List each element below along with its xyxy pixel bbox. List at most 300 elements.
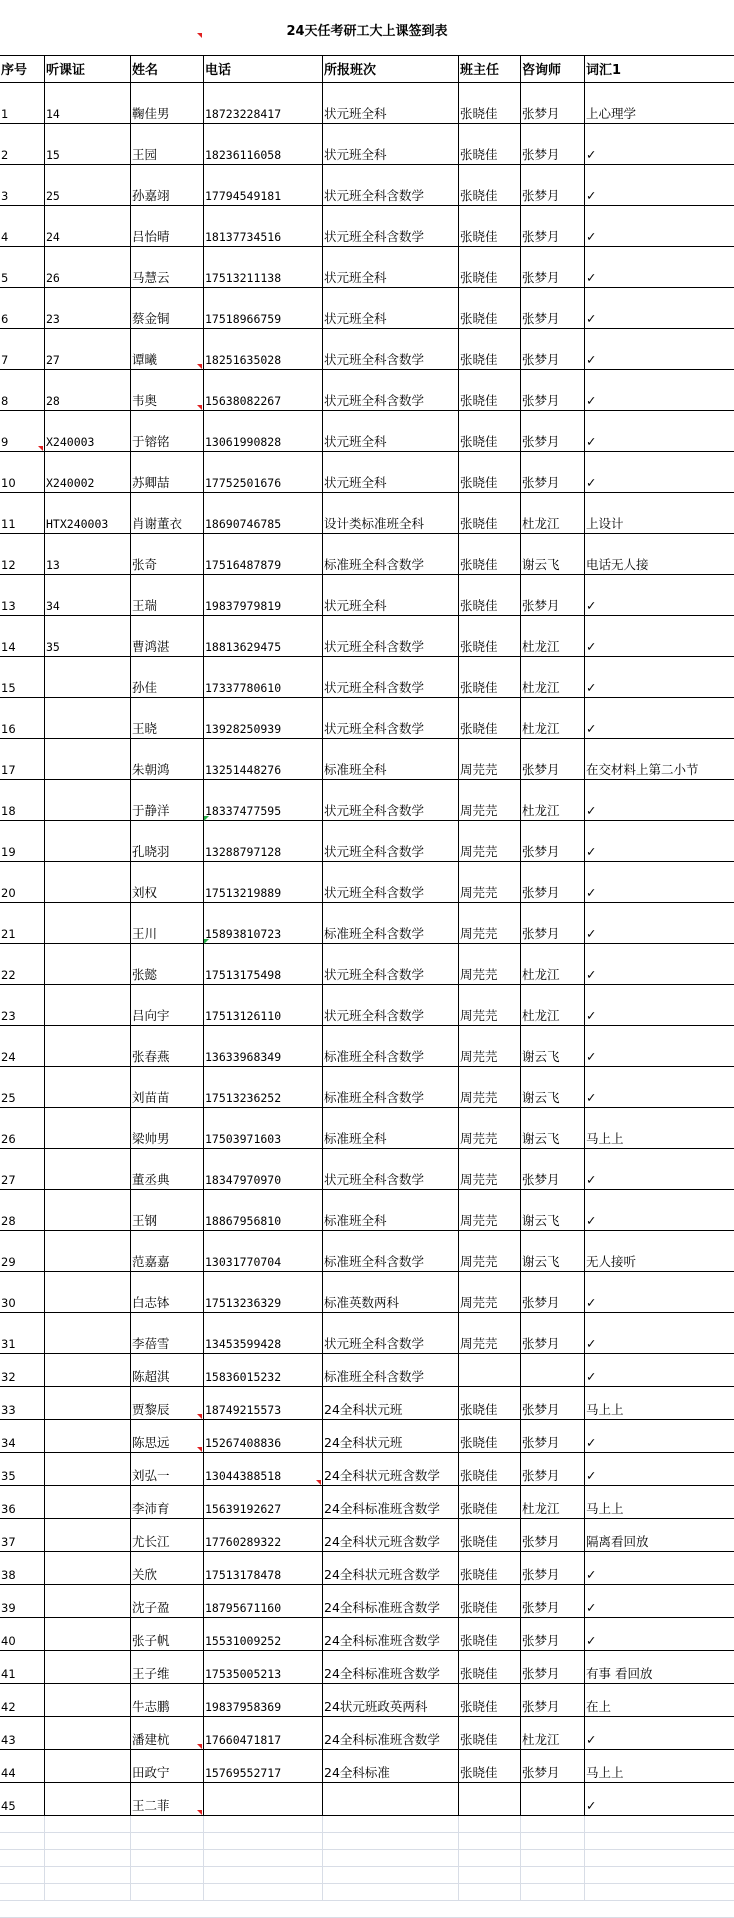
cell-class: 状元班全科含数学 <box>322 985 458 1026</box>
cell-advisor: 张梦月 <box>520 1618 584 1651</box>
cell-teacher: 周芫芫 <box>458 1272 520 1313</box>
cell-phone: 13031770704 <box>203 1231 322 1272</box>
empty-column-line <box>584 1816 585 1900</box>
sheet-title: 24天任考研工大上课签到表 <box>286 24 448 39</box>
cell-seq: 44 <box>0 1750 44 1783</box>
empty-row-line <box>0 1816 734 1918</box>
cell-phone: 13044388518 <box>203 1453 322 1486</box>
cell-name: 鞠佳男 <box>130 83 203 124</box>
cell-phone: 15531009252 <box>203 1618 322 1651</box>
cell-name: 王子维 <box>130 1651 203 1684</box>
cell-name: 李沛育 <box>130 1486 203 1519</box>
cell-vocab: ✓ <box>584 1552 734 1585</box>
cell-card: 26 <box>44 247 130 288</box>
cell-vocab: ✓ <box>584 1354 734 1387</box>
cell-card <box>44 657 130 698</box>
cell-teacher: 周芫芫 <box>458 862 520 903</box>
cell-phone: 17503971603 <box>203 1108 322 1149</box>
cell-teacher: 周芫芫 <box>458 821 520 862</box>
cell-advisor: 张梦月 <box>520 821 584 862</box>
cell-teacher: 张晓佳 <box>458 1420 520 1453</box>
cell-phone: 17337780610 <box>203 657 322 698</box>
cell-name: 田政宁 <box>130 1750 203 1783</box>
cell-teacher: 周芫芫 <box>458 903 520 944</box>
cell-advisor: 谢云飞 <box>520 1067 584 1108</box>
cell-seq: 21 <box>0 903 44 944</box>
cell-phone: 17660471817 <box>203 1717 322 1750</box>
cell-seq: 34 <box>0 1420 44 1453</box>
cell-phone: 15638082267 <box>203 370 322 411</box>
cell-advisor: 谢云飞 <box>520 1231 584 1272</box>
cell-teacher: 周芫芫 <box>458 1313 520 1354</box>
cell-phone: 17513211138 <box>203 247 322 288</box>
cell-card <box>44 1552 130 1585</box>
cell-class: 标准班全科含数学 <box>322 1067 458 1108</box>
cell-advisor: 杜龙江 <box>520 657 584 698</box>
cell-seq: 45 <box>0 1783 44 1816</box>
cell-teacher: 张晓佳 <box>458 411 520 452</box>
cell-advisor: 张梦月 <box>520 1684 584 1717</box>
cell-seq: 15 <box>0 657 44 698</box>
cell-seq: 31 <box>0 1313 44 1354</box>
cell-seq: 35 <box>0 1453 44 1486</box>
cell-phone: 15893810723 <box>203 903 322 944</box>
comment-marker <box>316 1480 321 1485</box>
cell-card <box>44 1519 130 1552</box>
cell-class: 状元班全科含数学 <box>322 944 458 985</box>
cell-seq: 33 <box>0 1387 44 1420</box>
cell-card: X240002 <box>44 452 130 493</box>
cell-class: 24全科标准班含数学 <box>322 1585 458 1618</box>
cell-name: 肖谢董衣 <box>130 493 203 534</box>
column-header-teacher: 班主任 <box>458 55 520 83</box>
cell-class: 标准班全科含数学 <box>322 1231 458 1272</box>
column-header-phone: 电话 <box>203 55 322 83</box>
cell-class: 状元班全科含数学 <box>322 370 458 411</box>
comment-marker <box>197 1447 202 1452</box>
cell-seq: 43 <box>0 1717 44 1750</box>
cell-advisor: 张梦月 <box>520 288 584 329</box>
cell-name: 王园 <box>130 124 203 165</box>
cell-name: 贾黎辰 <box>130 1387 203 1420</box>
cell-name: 张子帆 <box>130 1618 203 1651</box>
cell-teacher: 张晓佳 <box>458 247 520 288</box>
cell-class: 24全科标准班含数学 <box>322 1486 458 1519</box>
column-header-vocab: 词汇1 <box>584 55 734 83</box>
cell-name: 孔晓羽 <box>130 821 203 862</box>
cell-vocab: ✓ <box>584 1067 734 1108</box>
column-header-name: 姓名 <box>130 55 203 83</box>
cell-phone: 13633968349 <box>203 1026 322 1067</box>
cell-phone: 17794549181 <box>203 165 322 206</box>
cell-advisor: 杜龙江 <box>520 985 584 1026</box>
cell-seq: 36 <box>0 1486 44 1519</box>
cell-card: 14 <box>44 83 130 124</box>
cell-vocab: ✓ <box>584 1026 734 1067</box>
cell-teacher: 张晓佳 <box>458 493 520 534</box>
cell-advisor: 张梦月 <box>520 903 584 944</box>
cell-vocab: ✓ <box>584 985 734 1026</box>
cell-name: 白志钵 <box>130 1272 203 1313</box>
cell-advisor: 张梦月 <box>520 1651 584 1684</box>
cell-advisor: 张梦月 <box>520 1149 584 1190</box>
cell-card <box>44 1486 130 1519</box>
cell-card <box>44 1717 130 1750</box>
cell-name: 王钢 <box>130 1190 203 1231</box>
cell-class: 状元班全科含数学 <box>322 862 458 903</box>
cell-name: 牛志鹏 <box>130 1684 203 1717</box>
cell-card <box>44 821 130 862</box>
cell-vocab: ✓ <box>584 288 734 329</box>
cell-class: 状元班全科含数学 <box>322 329 458 370</box>
cell-teacher: 周芫芫 <box>458 1231 520 1272</box>
cell-teacher: 张晓佳 <box>458 288 520 329</box>
cell-card <box>44 1651 130 1684</box>
column-header-seq: 序号 <box>0 55 44 83</box>
cell-name: 张春燕 <box>130 1026 203 1067</box>
cell-phone: 17513236252 <box>203 1067 322 1108</box>
comment-marker <box>197 364 202 369</box>
cell-advisor: 杜龙江 <box>520 698 584 739</box>
cell-seq: 22 <box>0 944 44 985</box>
cell-class: 状元班全科 <box>322 575 458 616</box>
cell-phone: 18337477595 <box>203 780 322 821</box>
cell-name: 张奇 <box>130 534 203 575</box>
cell-phone: 17518966759 <box>203 288 322 329</box>
cell-teacher: 周芫芫 <box>458 1026 520 1067</box>
cell-name: 刘弘一 <box>130 1453 203 1486</box>
cell-teacher: 周芫芫 <box>458 739 520 780</box>
cell-class: 状元班全科含数学 <box>322 657 458 698</box>
column-header-card: 听课证 <box>44 55 130 83</box>
cell-card <box>44 1026 130 1067</box>
cell-class: 24全科状元班 <box>322 1387 458 1420</box>
cell-vocab: 隔离看回放 <box>584 1519 734 1552</box>
cell-vocab: 马上上 <box>584 1486 734 1519</box>
cell-seq: 20 <box>0 862 44 903</box>
cell-class: 标准班全科 <box>322 1190 458 1231</box>
cell-card <box>44 698 130 739</box>
cell-vocab: ✓ <box>584 698 734 739</box>
cell-card <box>44 1067 130 1108</box>
cell-card <box>44 985 130 1026</box>
cell-card <box>44 1313 130 1354</box>
cell-vocab: 电话无人接 <box>584 534 734 575</box>
cell-class: 状元班全科含数学 <box>322 780 458 821</box>
cell-seq: 40 <box>0 1618 44 1651</box>
cell-teacher: 张晓佳 <box>458 452 520 493</box>
cell-advisor <box>520 1354 584 1387</box>
cell-vocab: ✓ <box>584 411 734 452</box>
cell-card: X240003 <box>44 411 130 452</box>
cell-seq: 38 <box>0 1552 44 1585</box>
cell-vocab: 上设计 <box>584 493 734 534</box>
cell-phone: 13061990828 <box>203 411 322 452</box>
cell-seq: 39 <box>0 1585 44 1618</box>
cell-advisor: 杜龙江 <box>520 780 584 821</box>
cell-teacher: 张晓佳 <box>458 657 520 698</box>
cell-vocab: ✓ <box>584 821 734 862</box>
cell-class: 状元班全科 <box>322 288 458 329</box>
comment-marker <box>197 1414 202 1419</box>
cell-vocab: 在交材料上第二小节 <box>584 739 734 780</box>
cell-teacher: 张晓佳 <box>458 616 520 657</box>
cell-advisor: 张梦月 <box>520 1313 584 1354</box>
cell-name: 朱朝鸿 <box>130 739 203 780</box>
cell-seq: 11 <box>0 493 44 534</box>
cell-phone: 17760289322 <box>203 1519 322 1552</box>
cell-vocab: ✓ <box>584 1149 734 1190</box>
cell-seq: 18 <box>0 780 44 821</box>
comment-marker <box>38 446 43 451</box>
cell-phone: 15639192627 <box>203 1486 322 1519</box>
cell-advisor: 张梦月 <box>520 370 584 411</box>
cell-teacher <box>458 1783 520 1816</box>
cell-class: 标准英数两科 <box>322 1272 458 1313</box>
cell-phone: 18749215573 <box>203 1387 322 1420</box>
cell-class: 状元班全科 <box>322 124 458 165</box>
cell-advisor: 张梦月 <box>520 165 584 206</box>
cell-teacher: 张晓佳 <box>458 534 520 575</box>
cell-teacher: 张晓佳 <box>458 1618 520 1651</box>
cell-name: 谭曦 <box>130 329 203 370</box>
cell-advisor: 谢云飞 <box>520 1026 584 1067</box>
cell-seq: 10 <box>0 452 44 493</box>
cell-phone: 17513178478 <box>203 1552 322 1585</box>
cell-card <box>44 862 130 903</box>
cell-vocab: ✓ <box>584 1313 734 1354</box>
cell-class: 状元班全科含数学 <box>322 1313 458 1354</box>
cell-teacher: 周芫芫 <box>458 780 520 821</box>
cell-advisor: 谢云飞 <box>520 534 584 575</box>
cell-card <box>44 739 130 780</box>
cell-advisor: 张梦月 <box>520 1519 584 1552</box>
cell-seq: 24 <box>0 1026 44 1067</box>
cell-class: 24全科标准班含数学 <box>322 1717 458 1750</box>
cell-class <box>322 1783 458 1816</box>
cell-card <box>44 903 130 944</box>
cell-seq: 17 <box>0 739 44 780</box>
cell-vocab: ✓ <box>584 657 734 698</box>
cell-phone <box>203 1783 322 1816</box>
cell-seq: 29 <box>0 1231 44 1272</box>
cell-name: 吕怡晴 <box>130 206 203 247</box>
cell-card: 25 <box>44 165 130 206</box>
cell-vocab: 马上上 <box>584 1108 734 1149</box>
cell-class: 状元班全科含数学 <box>322 1149 458 1190</box>
cell-name: 孙佳 <box>130 657 203 698</box>
cell-advisor <box>520 1783 584 1816</box>
cell-vocab: ✓ <box>584 1272 734 1313</box>
cell-teacher <box>458 1354 520 1387</box>
cell-class: 状元班全科含数学 <box>322 821 458 862</box>
cell-teacher: 张晓佳 <box>458 1717 520 1750</box>
cell-advisor: 张梦月 <box>520 83 584 124</box>
cell-phone: 13928250939 <box>203 698 322 739</box>
cell-class: 标准班全科含数学 <box>322 1026 458 1067</box>
cell-phone: 18813629475 <box>203 616 322 657</box>
cell-vocab: ✓ <box>584 1420 734 1453</box>
cell-vocab: ✓ <box>584 780 734 821</box>
cell-phone: 18347970970 <box>203 1149 322 1190</box>
cell-teacher: 张晓佳 <box>458 329 520 370</box>
empty-column-line <box>44 1816 45 1900</box>
cell-advisor: 杜龙江 <box>520 944 584 985</box>
cell-vocab: ✓ <box>584 1190 734 1231</box>
cell-vocab: ✓ <box>584 1717 734 1750</box>
cell-class: 标准班全科含数学 <box>322 534 458 575</box>
cell-advisor: 张梦月 <box>520 1420 584 1453</box>
cell-teacher: 张晓佳 <box>458 1684 520 1717</box>
cell-teacher: 张晓佳 <box>458 1651 520 1684</box>
cell-name: 范嘉嘉 <box>130 1231 203 1272</box>
cell-card: 34 <box>44 575 130 616</box>
cell-class: 设计类标准班全科 <box>322 493 458 534</box>
cell-vocab: ✓ <box>584 165 734 206</box>
cell-teacher: 张晓佳 <box>458 1519 520 1552</box>
cell-seq: 14 <box>0 616 44 657</box>
cell-class: 标准班全科 <box>322 1108 458 1149</box>
cell-name: 吕向宇 <box>130 985 203 1026</box>
cell-name: 刘苗苗 <box>130 1067 203 1108</box>
cell-name: 王瑞 <box>130 575 203 616</box>
cell-class: 状元班全科含数学 <box>322 616 458 657</box>
cell-card <box>44 1453 130 1486</box>
cell-class: 24全科标准班含数学 <box>322 1651 458 1684</box>
cell-advisor: 杜龙江 <box>520 616 584 657</box>
cell-vocab: 有事 看回放 <box>584 1651 734 1684</box>
cell-phone: 18867956810 <box>203 1190 322 1231</box>
cell-card <box>44 1783 130 1816</box>
cell-teacher: 周芫芫 <box>458 944 520 985</box>
cell-advisor: 张梦月 <box>520 329 584 370</box>
cell-advisor: 杜龙江 <box>520 1717 584 1750</box>
cell-advisor: 张梦月 <box>520 1750 584 1783</box>
cell-vocab: 在上 <box>584 1684 734 1717</box>
cell-seq: 4 <box>0 206 44 247</box>
cell-phone: 19837958369 <box>203 1684 322 1717</box>
cell-class: 24全科状元班含数学 <box>322 1519 458 1552</box>
cell-seq: 5 <box>0 247 44 288</box>
cell-seq: 13 <box>0 575 44 616</box>
cell-seq: 26 <box>0 1108 44 1149</box>
cell-seq: 16 <box>0 698 44 739</box>
cell-phone: 18723228417 <box>203 83 322 124</box>
cell-name: 刘权 <box>130 862 203 903</box>
cell-card <box>44 1149 130 1190</box>
cell-card <box>44 1354 130 1387</box>
cell-phone: 18236116058 <box>203 124 322 165</box>
cell-phone: 17513175498 <box>203 944 322 985</box>
cell-seq: 42 <box>0 1684 44 1717</box>
empty-column-line <box>130 1816 131 1900</box>
cell-card: 28 <box>44 370 130 411</box>
cell-class: 状元班全科含数学 <box>322 698 458 739</box>
cell-card <box>44 1684 130 1717</box>
cell-card <box>44 1387 130 1420</box>
cell-vocab: ✓ <box>584 616 734 657</box>
cell-vocab: ✓ <box>584 124 734 165</box>
cell-name: 苏卿喆 <box>130 452 203 493</box>
cell-advisor: 张梦月 <box>520 206 584 247</box>
cell-phone: 17535005213 <box>203 1651 322 1684</box>
cell-vocab: ✓ <box>584 575 734 616</box>
cell-seq: 32 <box>0 1354 44 1387</box>
cell-vocab: ✓ <box>584 1453 734 1486</box>
cell-card <box>44 780 130 821</box>
cell-teacher: 张晓佳 <box>458 698 520 739</box>
cell-advisor: 张梦月 <box>520 452 584 493</box>
cell-name: 王川 <box>130 903 203 944</box>
cell-seq: 27 <box>0 1149 44 1190</box>
cell-teacher: 张晓佳 <box>458 1387 520 1420</box>
cell-vocab: ✓ <box>584 452 734 493</box>
cell-phone: 15769552717 <box>203 1750 322 1783</box>
cell-teacher: 张晓佳 <box>458 1486 520 1519</box>
cell-vocab: ✓ <box>584 1618 734 1651</box>
column-header-advisor: 咨询师 <box>520 55 584 83</box>
header-top-border <box>0 55 734 56</box>
cell-teacher: 周芫芫 <box>458 985 520 1026</box>
cell-name: 尤长江 <box>130 1519 203 1552</box>
cell-teacher: 张晓佳 <box>458 83 520 124</box>
cell-name: 王二菲 <box>130 1783 203 1816</box>
cell-phone: 17513219889 <box>203 862 322 903</box>
cell-phone: 15836015232 <box>203 1354 322 1387</box>
cell-name: 董丞典 <box>130 1149 203 1190</box>
cell-teacher: 周芫芫 <box>458 1149 520 1190</box>
cell-seq: 41 <box>0 1651 44 1684</box>
cell-teacher: 张晓佳 <box>458 1453 520 1486</box>
cell-seq: 6 <box>0 288 44 329</box>
cell-teacher: 周芫芫 <box>458 1108 520 1149</box>
comment-marker <box>197 1744 202 1749</box>
cell-vocab: ✓ <box>584 1585 734 1618</box>
cell-name: 张懿 <box>130 944 203 985</box>
cell-seq: 2 <box>0 124 44 165</box>
cell-name: 于镕铭 <box>130 411 203 452</box>
cell-name: 曹鸿湛 <box>130 616 203 657</box>
cell-advisor: 谢云飞 <box>520 1108 584 1149</box>
cell-class: 状元班全科 <box>322 411 458 452</box>
cell-seq: 1 <box>0 83 44 124</box>
cell-name: 李蓓雪 <box>130 1313 203 1354</box>
cell-advisor: 谢云飞 <box>520 1190 584 1231</box>
cell-advisor: 张梦月 <box>520 124 584 165</box>
cell-advisor: 杜龙江 <box>520 1486 584 1519</box>
cell-advisor: 张梦月 <box>520 247 584 288</box>
cell-card: 13 <box>44 534 130 575</box>
cell-class: 标准班全科含数学 <box>322 1354 458 1387</box>
cell-card: 15 <box>44 124 130 165</box>
cell-seq: 28 <box>0 1190 44 1231</box>
cell-phone: 18137734516 <box>203 206 322 247</box>
cell-card: 27 <box>44 329 130 370</box>
cell-name: 陈超淇 <box>130 1354 203 1387</box>
cell-card <box>44 1190 130 1231</box>
cell-vocab: ✓ <box>584 329 734 370</box>
cell-vocab: ✓ <box>584 862 734 903</box>
cell-teacher: 张晓佳 <box>458 1585 520 1618</box>
cell-class: 状元班全科 <box>322 247 458 288</box>
cell-advisor: 杜龙江 <box>520 493 584 534</box>
cell-teacher: 张晓佳 <box>458 1552 520 1585</box>
empty-column-line <box>520 1816 521 1900</box>
cell-advisor: 张梦月 <box>520 1387 584 1420</box>
cell-name: 马慧云 <box>130 247 203 288</box>
cell-phone: 18690746785 <box>203 493 322 534</box>
cell-card <box>44 1420 130 1453</box>
